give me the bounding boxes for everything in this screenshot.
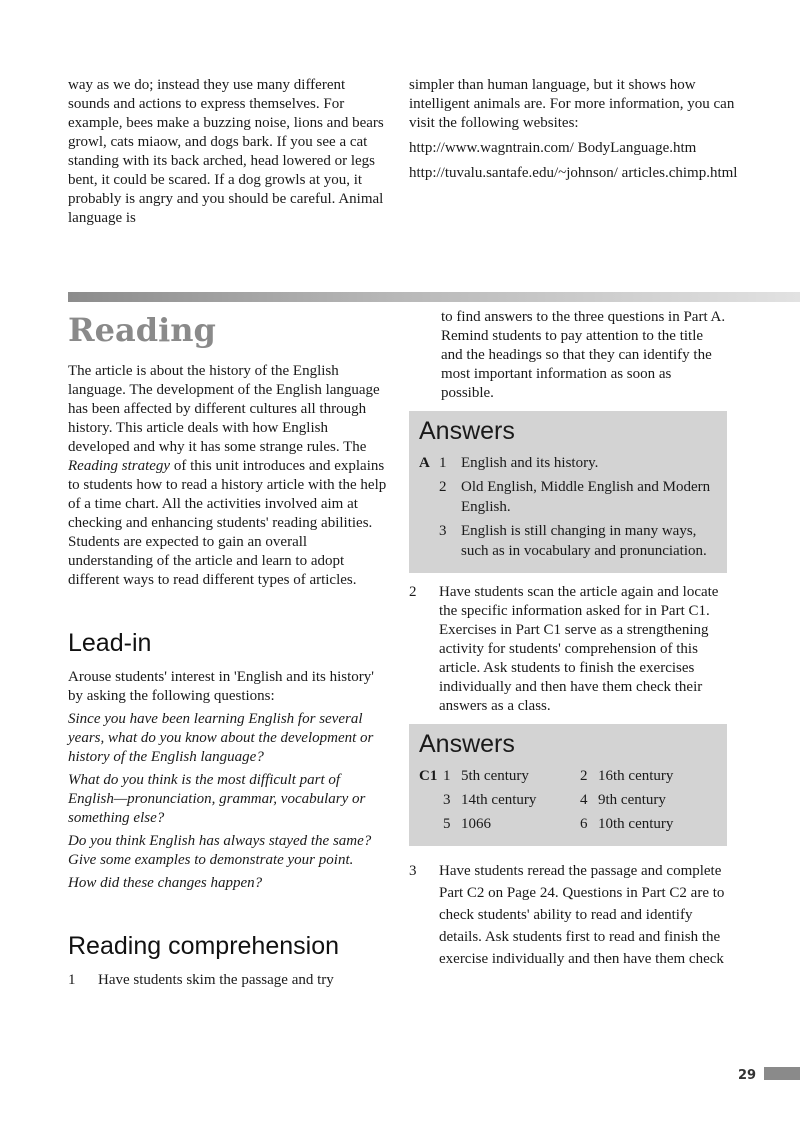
lead-in-text: Arouse students' interest in 'English and its history' by asking the following questions: — [68, 669, 374, 704]
answer-row: 2 Old English, Middle English and Modern English. — [439, 479, 711, 515]
item-number: 3 — [409, 863, 417, 879]
item-number: 1 — [68, 972, 76, 988]
comprehension-item-3 — [409, 860, 727, 970]
reading-intro: The article is about the history of the English language. The development of the English language has been affected by different cultures all through history. This article deals with how English developed and why it has some strange rules. The Reading strategy of this unit introduces and explains to students how to read a history article with the help of a time chart. All the activities involved aim at checking and enhancing students' reading abilities. Students are expected to gain an overall understanding of the article and learn to adopt different ways to read different types of articles. — [68, 363, 387, 588]
item-text: Have students skim the passage and try — [98, 972, 334, 988]
section-divider-bar — [68, 292, 800, 302]
answer-section-label: C1 — [419, 768, 438, 784]
top-right-paragraph: simpler than human language, but it shows how intelligent animals are. For more information, you can visit the following websites: — [409, 77, 735, 131]
top-left-paragraph: way as we do; instead they use many different sounds and actions to express themselves. For example, bees make a buzzing noise, lions and bears growl, cats miaow, and dogs bark. If you see a cat standing with its back arched, head lowered or legs bent, it could be scared. If a dog growls at you, it probably is angry and you should be careful. Animal language is — [68, 77, 384, 226]
lead-in-question-4: How did these changes happen? — [68, 875, 263, 891]
page-number-bar — [764, 1067, 800, 1080]
website-url-2[interactable]: http://tuvalu.santafe.edu/~johnson/ articles.chimp.html — [409, 165, 738, 181]
page-number: 29 — [738, 1068, 757, 1083]
comprehension-item-1 — [68, 971, 388, 990]
lead-in-heading: Lead-in — [68, 629, 152, 657]
top-left-column — [68, 76, 388, 228]
reading-strategy-term: Reading strategy — [68, 458, 171, 474]
answer-row: 3 English is still changing in many ways, such as in vocabulary and pronunciation. — [439, 523, 707, 559]
answers-heading: Answers — [419, 730, 515, 758]
website-url-1[interactable]: http://www.wagntrain.com/ BodyLanguage.htm — [409, 140, 697, 156]
answers-heading: Answers — [419, 417, 515, 445]
item-text: Have students reread the passage and complete Part C2 on Page 24. Questions in Part C2 are to check students' ability to read and identify details. Ask students first to read and finish the exercise individually and then have them check — [439, 863, 725, 967]
answer-row: 3 14th century 4 9th century — [443, 792, 666, 808]
answers-box-c1 — [409, 724, 727, 846]
answer-row: A 1 English and its history. — [419, 455, 599, 471]
right-column — [409, 308, 727, 970]
comprehension-item-1-continued: to find answers to the three questions in Part A. Remind students to pay attention to the title and the headings so that they can identify the most important information as soon as possible. — [441, 309, 726, 401]
comprehension-item-2 — [409, 583, 727, 716]
lead-in-question-3: Do you think English has always stayed the same? Give some examples to demonstrate your point. — [68, 833, 372, 868]
item-text: Have students scan the article again and locate the specific information asked for in Part C1. Exercises in Part C1 serve as a strengthening activity for students' comprehension of this article. Ask students to finish the exercises individually and then have them check their answers as a class. — [439, 584, 719, 714]
answers-box-a — [409, 411, 727, 573]
answer-row: C1 1 5th century 2 16th century — [419, 768, 674, 784]
answer-row: 5 1066 6 10th century — [443, 816, 674, 832]
reading-heading: Reading — [68, 311, 216, 349]
left-column — [68, 308, 388, 990]
item-number: 2 — [409, 584, 417, 600]
top-right-column — [409, 76, 739, 183]
answer-section-label: A — [419, 455, 430, 471]
lead-in-question-1: Since you have been learning English for several years, what do you know about the development or history of the English language? — [68, 711, 374, 765]
reading-comprehension-heading: Reading comprehension — [68, 932, 340, 960]
lead-in-question-2: What do you think is the most difficult part of English—pronunciation, grammar, vocabulary or something else? — [68, 772, 366, 826]
